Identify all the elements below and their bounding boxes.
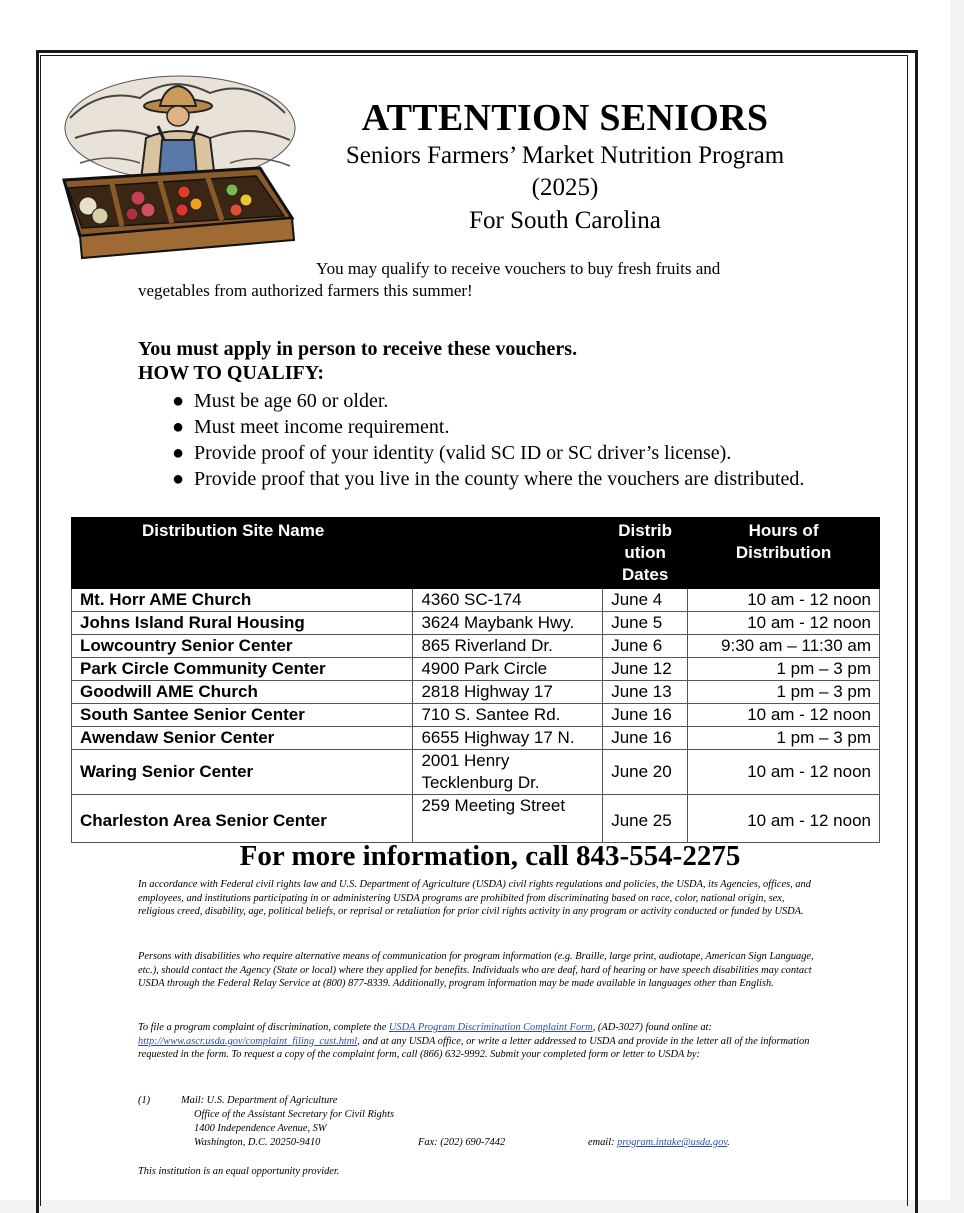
site-name: Mt. Horr AME Church [72,589,413,612]
header-hours: Hours of Distribution [688,518,880,589]
program-name: Seniors Farmers’ Market Nutrition Program [345,142,785,169]
table-row [72,681,880,704]
site-hours: 10 am - 12 noon [688,750,880,795]
header-dates: Distribution Dates [603,518,688,589]
table-row [72,658,880,681]
site-address: 2818 Highway 17 [413,681,603,704]
site-date: June 6 [603,635,688,658]
program-year: (2025) [531,174,599,201]
intro-line-1: You may qualify to receive vouchers to buy fresh fruits and [316,259,721,278]
site-date: June 16 [603,727,688,750]
distribution-sites-table [71,517,880,843]
site-date: June 5 [603,612,688,635]
mail-line-1: Mail: U.S. Department of Agriculture [181,1095,338,1106]
apply-in-person-note: You must apply in person to receive these vouchers. [138,338,578,360]
site-address: 4900 Park Circle [413,658,603,681]
complaint-statement: To file a program complaint of discrimination, complete the USDA Program Discrimination Complaint Form, (AD-3027) found online at: http://www.ascr.usda.gov/complaint_filing_cust.html, and at any USDA office, or write a letter addressed to USDA and provide in the letter all of the information requested in the form. To request a copy of the complaint form, call (866) 632-9992. Submit your completed form or letter to USDA by: [138,1022,810,1061]
site-address: 710 S. Santee Rd. [413,704,603,727]
site-hours: 10 am - 12 noon [688,704,880,727]
header-site-name: Distribution Site Name [72,518,413,589]
table-row [72,750,880,795]
list-item: ● Must be age 60 or older. [172,390,389,412]
site-name: South Santee Senior Center [72,704,413,727]
site-name: Charleston Area Senior Center [72,795,413,843]
site-address: 259 Meeting Street [413,795,603,843]
list-item: ● Provide proof that you live in the county where the vouchers are distributed. [172,468,805,490]
table-header-row [72,518,880,589]
table-row [72,727,880,750]
site-name: Park Circle Community Center [72,658,413,681]
civil-rights-statement: In accordance with Federal civil rights law and U.S. Department of Agriculture (USDA) civil rights regulations and policies, the USDA, its Agencies, offices, and employees, and institutions participating in or administering USDA programs are prohibited from discriminating based on race, color, national origin, sex, religious creed, disability, age, political beliefs, or reprisal or retaliation for prior civil rights activity in any program or activity conducted or funded by USDA. [138,879,811,918]
mail-line-2: Office of the Assistant Secretary for Civil Rights [194,1109,394,1120]
site-date: June 16 [603,704,688,727]
site-address: 4360 SC-174 [413,589,603,612]
site-date: June 20 [603,750,688,795]
site-address: 2001 Henry Tecklenburg Dr. [413,750,603,795]
site-hours: 1 pm – 3 pm [688,658,880,681]
bullet-icon: ● [172,442,185,464]
site-date: June 25 [603,795,688,843]
program-state: For South Carolina [469,207,661,234]
site-address: 865 Riverland Dr. [413,635,603,658]
intro-line-2: vegetables from authorized farmers this summer! [138,281,473,300]
email-contact: email: program.intake@usda.gov. [588,1137,730,1148]
complaint-url-link[interactable]: http://www.ascr.usda.gov/complaint_filing_cust.html [138,1035,358,1047]
complaint-form-link[interactable]: USDA Program Discrimination Complaint Form [388,1022,593,1033]
equal-opportunity-note: This institution is an equal opportunity provider. [138,1166,340,1177]
list-item: ● Provide proof of your identity (valid SC ID or SC driver’s license). [172,442,732,464]
table-row [72,795,880,843]
site-date: June 13 [603,681,688,704]
mail-line-3: 1400 Independence Avenue, SW [194,1123,327,1134]
site-address: 6655 Highway 17 N. [413,727,603,750]
site-name: Lowcountry Senior Center [72,635,413,658]
site-hours: 1 pm – 3 pm [688,681,880,704]
qualify-heading: HOW TO QUALIFY: [138,362,324,384]
list-item: ● Must meet income requirement. [172,416,450,438]
table-row [72,612,880,635]
site-hours: 9:30 am – 11:30 am [688,635,880,658]
bullet-icon: ● [172,390,185,412]
bullet-icon: ● [172,416,185,438]
disability-statement: Persons with disabilities who require alternative means of communication for program information (e.g. Braille, large print, audiotape, American Sign Language, etc.), should contact the Agency (State or local) where they applied for benefits. Individuals who are deaf, hard of hearing or have speech disabilities may contact USDA through the Federal Relay Service at (800) 877-8339. Additionally, program information may be made available in languages other than English. [138,951,814,990]
phone-info-line: For more information, call 843-554-2275 [239,840,741,872]
header-address [413,518,603,589]
bullet-icon: ● [172,468,185,490]
site-hours: 1 pm – 3 pm [688,727,880,750]
page-title: ATTENTION SENIORS [361,97,769,139]
mail-line-4: Washington, D.C. 20250-9410 [194,1137,321,1148]
table-row [72,635,880,658]
fax-number: Fax: (202) 690-7442 [418,1137,506,1148]
table-row [72,704,880,727]
qualification-list [138,388,838,492]
site-date: June 12 [603,658,688,681]
site-hours: 10 am - 12 noon [688,589,880,612]
site-address: 3624 Maybank Hwy. [413,612,603,635]
mail-item-number: (1) [138,1095,151,1106]
site-name: Waring Senior Center [72,750,413,795]
site-name: Awendaw Senior Center [72,727,413,750]
site-date: June 4 [603,589,688,612]
farmer-produce-illustration [60,68,298,260]
site-name: Goodwill AME Church [72,681,413,704]
email-link[interactable]: program.intake@usda.gov [617,1137,728,1148]
site-name: Johns Island Rural Housing [72,612,413,635]
table-row [72,589,880,612]
site-hours: 10 am - 12 noon [688,795,880,843]
site-hours: 10 am - 12 noon [688,612,880,635]
